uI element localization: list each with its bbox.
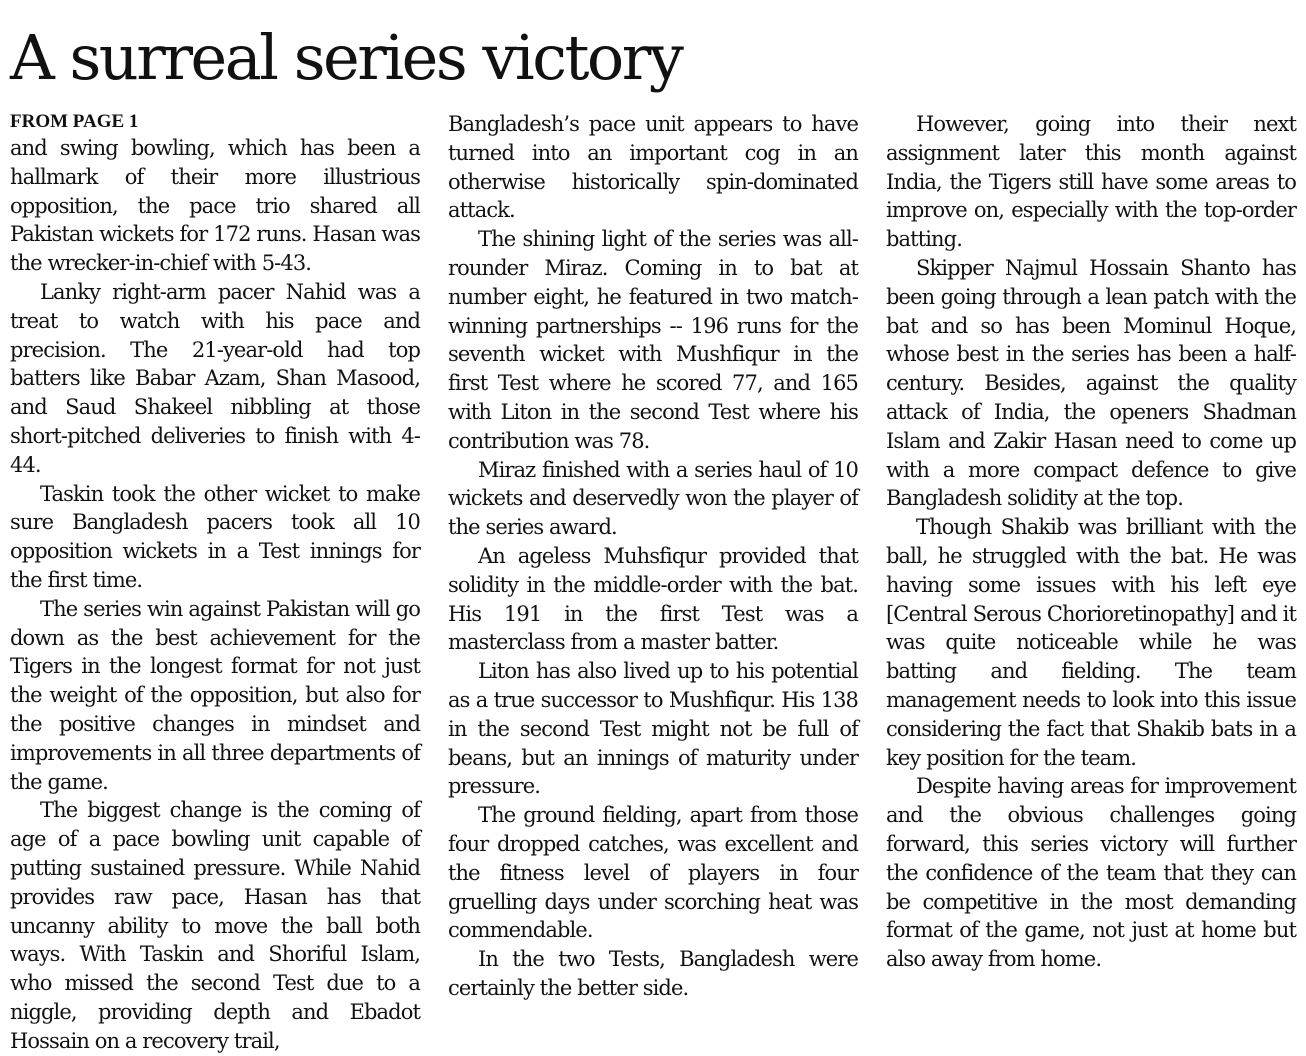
paragraph: Skipper Najmul Hossain Shanto has been going through a lean patch with the bat and so has been Mominul Hoque, whose best in the series has been a half-century. Besides, against the quality attack of India, the openers Shadman Islam and Zakir Hasan need to come up with a more compact defence to give Bangladesh solidity at the top. (886, 255, 1296, 511)
article-column-3 (886, 110, 1296, 974)
paragraph: In the two Tests, Bangladesh were certainly the better side. (448, 947, 858, 1000)
paragraph: Liton has also lived up to his potential as a true successor to Mushfiqur. His 138 in the second Test might not be full of beans, but an innings of maturity under pressure. (448, 659, 858, 799)
paragraph: Bangladesh’s pace unit appears to have turned into an important cog in an otherwise historically spin-dominated attack. (448, 112, 858, 223)
paragraph: The ground fielding, apart from those four dropped catches, was excellent and the fitness level of players in four gruelling days under scorching heat was commendable. (448, 803, 858, 943)
paragraph: Lanky right-arm pacer Nahid was a treat to watch with his pace and precision. The 21-year-old had top batters like Babar Azam, Shan Masood, and Saud Shakeel nibbling at those short-pitched deliveries to finish with 4-44. (10, 279, 420, 477)
headline: A surreal series victory (10, 21, 682, 94)
paragraph: Though Shakib was brilliant with the ball, he struggled with the bat. He was having some issues with his left eye [Central Serous Chorioretinopathy] and it was quite noticeable while he was batting and fielding. The team management needs to look into this issue considering the fact that Shakib bats in a key position for the team. (886, 515, 1296, 770)
paragraph: and swing bowling, which has been a hallmark of their more illustrious opposition, the pace trio shared all Pakistan wickets for 172 runs. Hasan was the wrecker-in-chief with 5-43. (10, 136, 420, 276)
paragraph: An ageless Muhsfiqur provided that solidity in the middle-order with the bat. His 191 in the first Test was a masterclass from a master batter. (448, 543, 858, 655)
kicker-from-page: FROM PAGE 1 (10, 111, 139, 132)
article-column-1 (10, 110, 420, 1056)
paragraph: Despite having areas for improvement and the obvious challenges going forward, this series victory will further the confidence of the team that they can be competitive in the most demanding format of the game, not just at home but also away from home. (886, 774, 1296, 972)
paragraph: However, going into their next assignment later this month against India, the Tigers still have some areas to improve on, especially with the top-order batting. (886, 112, 1296, 252)
article-column-2 (448, 110, 858, 1003)
paragraph: Taskin took the other wicket to make sure Bangladesh pacers took all 10 opposition wickets in a Test innings for the first time. (10, 481, 420, 592)
paragraph: Miraz finished with a series haul of 10 wickets and deservedly won the player of the series award. (448, 457, 858, 540)
paragraph: The series win against Pakistan will go down as the best achievement for the Tigers in the longest format for not just the weight of the opposition, but also for the positive changes in mindset and improvements in all three departments of the game. (10, 596, 420, 794)
paragraph: The shining light of the series was all-rounder Miraz. Coming in to bat at number eight, he featured in two match-winning partnerships -- 196 runs for the seventh wicket with Mushfiqur in the first Test where he scored 77, and 165 with Liton in the second Test where his contribution was 78. (448, 227, 858, 453)
paragraph: The biggest change is the coming of age of a pace bowling unit capable of putting sustained pressure. While Nahid provides raw pace, Hasan has that uncanny ability to move the ball both ways. With Taskin and Shoriful Islam, who missed the second Test due to a niggle, providing depth and Ebadot Hossain on a recovery trail, (10, 798, 420, 1053)
